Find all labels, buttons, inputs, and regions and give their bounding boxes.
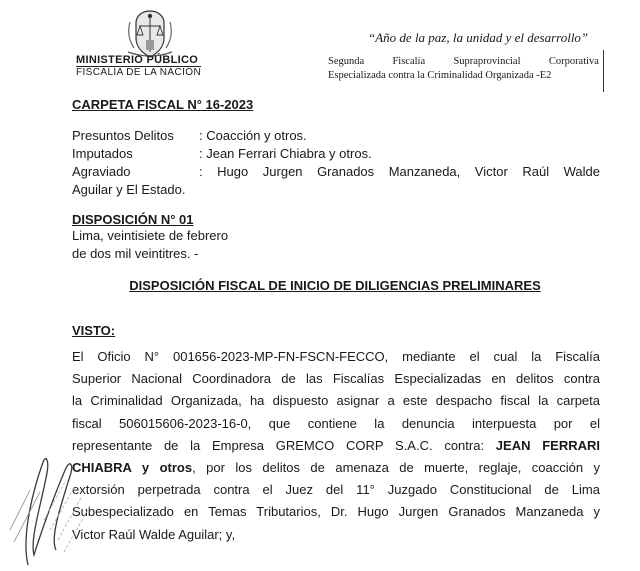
accused-value: : Jean Ferrari Chiabra y otros. (199, 146, 372, 161)
victim-label: Agraviado (72, 164, 131, 179)
body-line-text: , por los delitos de amenaza de muerte, reglaje, coacción y (192, 459, 600, 475)
year-motto: “Año de la paz, la unidad y el desarrollo” (368, 30, 589, 45)
accused-name-bold: JEAN FERRARI (495, 437, 600, 453)
office-word: Supraprovincial (453, 56, 521, 67)
office-name (328, 55, 599, 83)
victim-value-continued: Aguilar y El Estado. (72, 182, 186, 197)
body-line: El Oficio N° 001656-2023-MP-FN-FSCN-FECCO, mediante el cual la Fiscalía (72, 349, 600, 364)
office-word: Corporativa (548, 56, 599, 67)
body-line: Subespecializado en Temas Tributarios, Dr. Hugo Jurgen Granados Manzaneda y (72, 504, 600, 520)
header-divider (603, 50, 604, 92)
body-line: Superior Nacional Coordinadora de las Fiscalías Especializadas en delitos contra (72, 371, 600, 387)
crimes-label: Presuntos Delitos (72, 128, 174, 143)
disposition-number: DISPOSICIÓN N° 01 (72, 212, 194, 227)
office-line-2: Especializada contra la Criminalidad Organizada -E2 (328, 70, 552, 81)
disposition-date-line2: de dos mil veintitres. - (72, 246, 199, 261)
office-word: Segunda (328, 56, 365, 67)
body-line: extorsión perpetrada contra el Juez del 11° Juzgado Constitucional de Lima (72, 482, 600, 498)
accused-label: Imputados (72, 146, 133, 161)
office-word: Fiscalía (392, 56, 426, 67)
victim-value: : Hugo Jurgen Granados Manzaneda, Victor Raúl Walde (199, 164, 600, 179)
body-line: la Criminalidad Organizada, ha dispuesto asignar a este despacho fiscal la carpeta (72, 393, 600, 409)
case-file-title: CARPETA FISCAL N° 16-2023 (72, 97, 254, 112)
body-line (72, 457, 600, 479)
accused-name-bold: CHIABRA y otros (72, 459, 193, 475)
disposition-title: DISPOSICIÓN FISCAL DE INICIO DE DILIGENCIAS PRELIMINARES (129, 278, 541, 293)
body-paragraph (72, 346, 600, 546)
disposition-date-line1: Lima, veintisiete de febrero (72, 228, 229, 243)
body-line: fiscal 506015606-2023-16-0, que contiene la denuncia interpuesta por el (72, 415, 600, 431)
organization-name: MINISTERIO PÚBLICO (76, 54, 199, 66)
seen-heading: VISTO: (72, 323, 116, 338)
body-line-last: Victor Raúl Walde Aguilar; y, (72, 526, 236, 542)
body-line-text: representante de la Empresa GREMCO CORP S.A.C. contra: (72, 437, 485, 453)
organization-subname: FISCALÍA DE LA NACIÓN (76, 67, 202, 78)
signature-stamp (0, 430, 110, 571)
body-line (72, 435, 600, 457)
crimes-value: : Coacción y otros. (199, 128, 307, 143)
coat-of-arms-logo (120, 8, 180, 60)
